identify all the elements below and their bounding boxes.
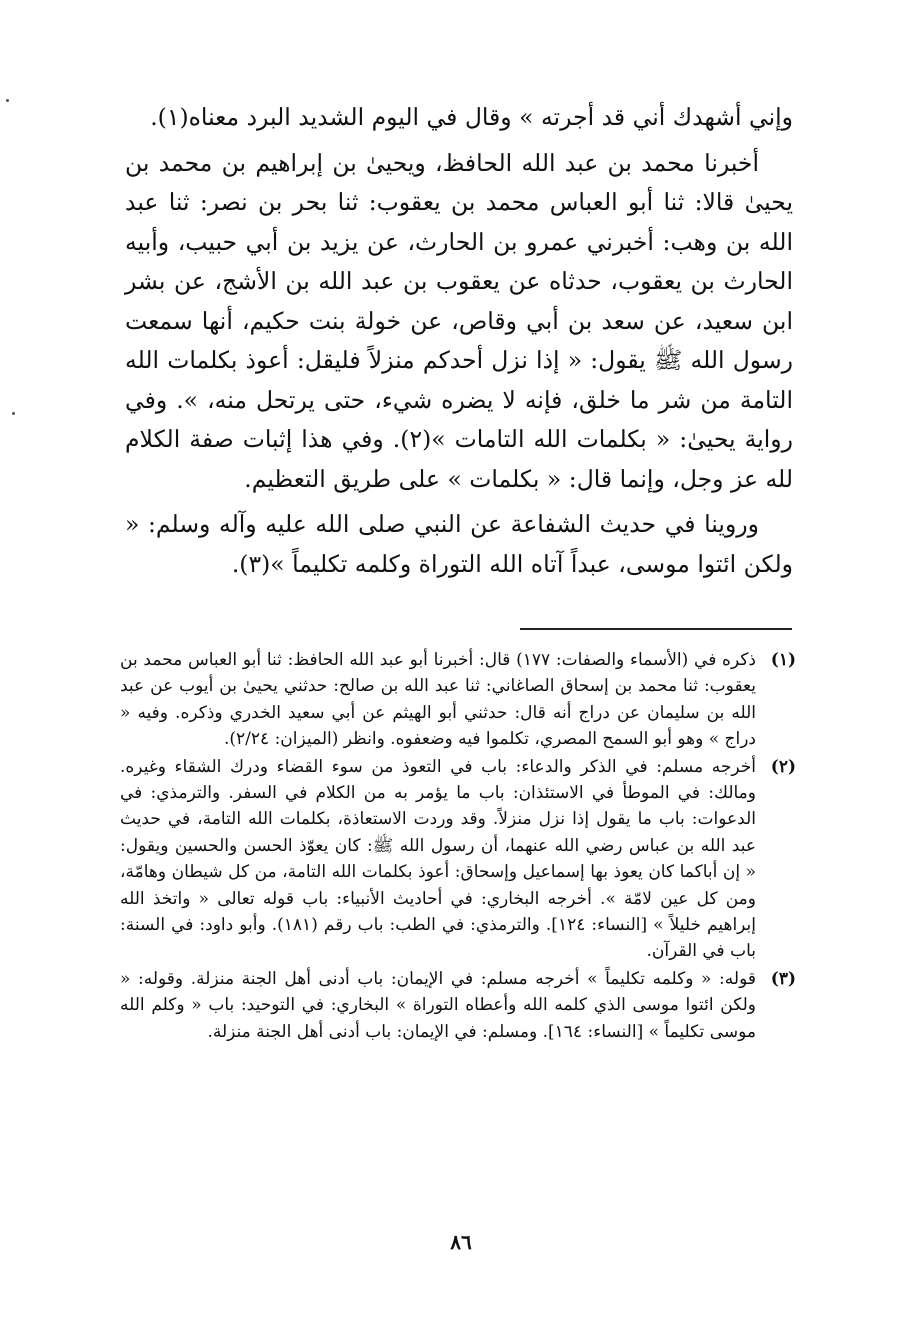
footnote-number: (٢) bbox=[770, 756, 796, 777]
main-text-body bbox=[125, 98, 793, 584]
footnote-3 bbox=[120, 966, 796, 1045]
paragraph-hadith-isnad: أخبرنا محمد بن عبد الله الحافظ، ويحيىٰ بن إبراهيم بن محمد بن يحيىٰ قالا: ثنا أبو العباس محمد بن يعقوب: ثنا بحر بن نصر: ثنا عبد الله بن وهب: أخبرني عمرو بن الحارث، عن يزيد بن أبي حبيب، وأبيه الحارث بن يعقوب، حدثاه عن يعقوب بن عبد الله بن الأشج، عن بشر ابن سعيد، عن سعد بن أبي وقاص، عن خولة بنت حكيم، أنها سمعت رسول الله ﷺ يقول: « إذا نزل أحدكم منزلاً فليقل: أعوذ بكلمات الله التامة من شر ما خلق، فإنه لا يضره شيء، حتى يرتحل منه، ». وفي رواية يحيىٰ: « بكلمات الله التامات »(٢). وفي هذا إثبات صفة الكلام لله عز وجل، وإنما قال: « بكلمات » على طريق التعظيم. bbox=[125, 148, 793, 493]
page-number: ٨٦ bbox=[450, 1230, 472, 1254]
footnote-text: أخرجه مسلم: في الذكر والدعاء: باب في التعوذ من سوء القضاء ودرك الشقاء وغيره. ومالك: في الموطأ في الاستئذان: باب ما يؤمر به من الكلام في السفر. والترمذي: في الدعوات: باب ما يقول إذا نزل منزلاً. وقد وردت الاستعاذة، بكلمات الله التامة، في حديث عبد الله بن عباس رضي الله عنهما، أن رسول الله ﷺ: كان يعوّذ الحسن والحسين ويقول: « إن أباكما كان يعوذ بها إسماعيل وإسحاق: أعوذ بكلمات الله التامة، من كل شيطان وهامّة، ومن كل عين لامّة ». أخرجه البخاري: في أحاديث الأنبياء: باب قوله تعالى « واتخذ الله إبراهيم خليلاً » [النساء: ١٢٤]. والترمذي: في الطب: باب رقم (١٨١). وأبو داود: في السنة: باب في القرآن. bbox=[120, 756, 757, 962]
footnote-divider bbox=[520, 628, 792, 630]
footnote-number: (٣) bbox=[770, 968, 796, 989]
footnotes-section bbox=[120, 647, 796, 1046]
scan-speck bbox=[12, 412, 15, 415]
paragraph-opening: وإني أشهدك أني قد أجرته » وقال في اليوم الشديد البرد معناه(١). bbox=[150, 103, 793, 131]
footnote-text: ذكره في (الأسماء والصفات: ١٧٧) قال: أخبرنا أبو عبد الله الحافظ: ثنا أبو العباس محمد بن يعقوب: ثنا محمد بن إسحاق الصاغاني: ثنا عبد الله بن صالح: حدثني يحيىٰ بن أيوب عن عبد الله بن سليمان عن دراج أنه قال: حدثني أبو الهيثم عن أبي سعيد الخدري وذكره. وفيه « دراج » وهو أبو السمح المصري، تكلموا فيه وضعفوه. وانظر (الميزان: ٢/٢٤). bbox=[120, 650, 756, 750]
paragraph-shafaa: وروينا في حديث الشفاعة عن النبي صلى الله عليه وآله وسلم: « ولكن ائتوا موسى، عبداً آتاه الله التوراة وكلمه تكليماً »(٣). bbox=[125, 510, 793, 578]
footnote-number: (١) bbox=[770, 650, 796, 670]
footnote-1 bbox=[120, 647, 796, 753]
footnote-text: قوله: « وكلمه تكليماً » أخرجه مسلم: في الإيمان: باب أدنى أهل الجنة منزلة. وقوله: « ولكن ائتوا موسى الذي كلمه الله وأعطاه التوراة » البخاري: في التوحيد: باب « وكلم الله موسى تكليماً » [النساء: ١٦٤]. ومسلم: في الإيمان: باب أدنى أهل الجنة منزلة. bbox=[120, 968, 756, 1042]
scan-speck bbox=[6, 99, 9, 102]
footnote-2 bbox=[120, 754, 796, 965]
